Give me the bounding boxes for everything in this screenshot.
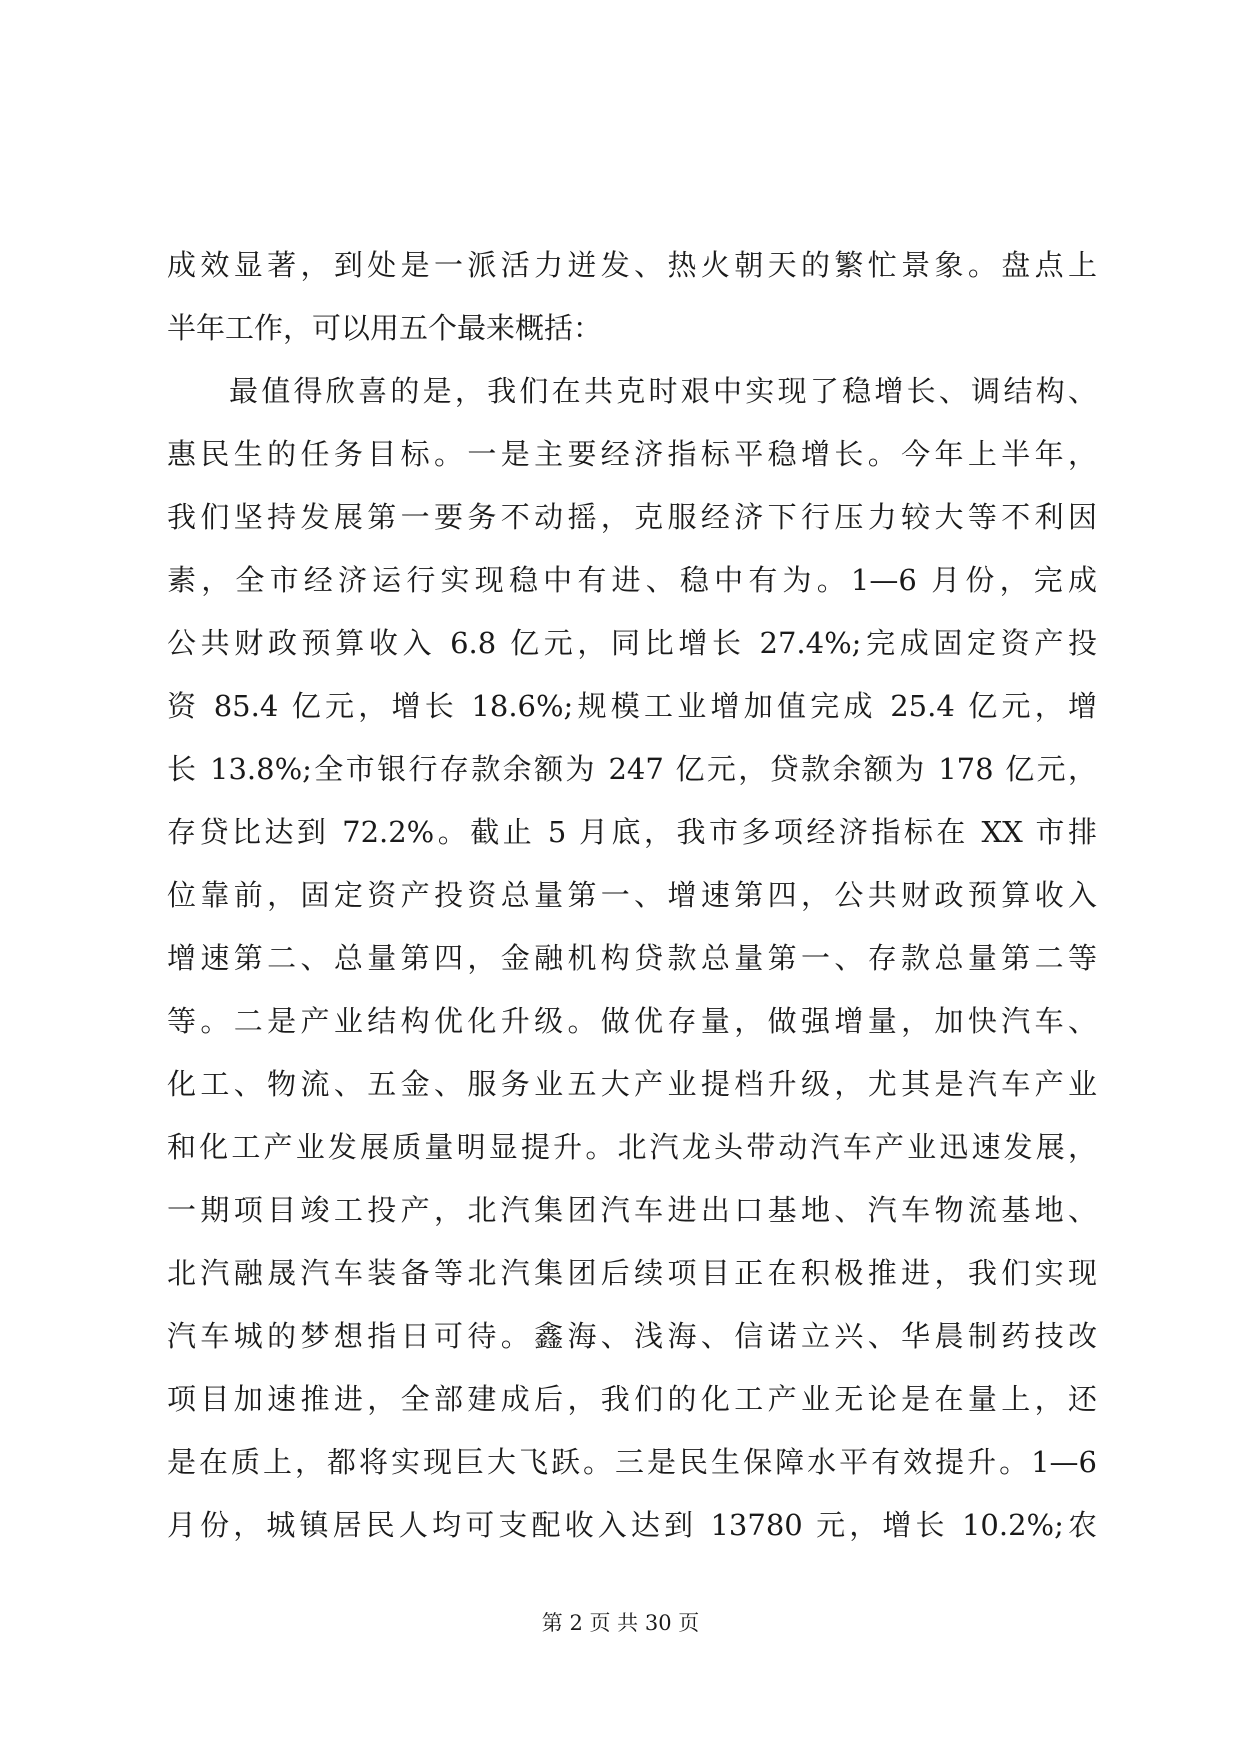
text-line: 项目加速推进，全部建成后，我们的化工产业无论是在量上，还 — [167, 1382, 1097, 1416]
text-line: 是在质上，都将实现巨大飞跃。三是民生保障水平有效提升。1—6 — [167, 1445, 1097, 1479]
text-line: 成效显著，到处是一派活力迸发、热火朝天的繁忙景象。盘点上 — [167, 248, 1097, 282]
text-line: 存贷比达到 72.2%。截止 5 月底，我市多项经济指标在 XX 市排 — [167, 815, 1097, 849]
text-line: 素，全市经济运行实现稳中有进、稳中有为。1—6 月份，完成 — [167, 563, 1097, 597]
text-line: 半年工作，可以用五个最来概括： — [167, 311, 603, 345]
text-line: 等。二是产业结构优化升级。做优存量，做强增量，加快汽车、 — [167, 1004, 1097, 1038]
text-line: 化工、物流、五金、服务业五大产业提档升级，尤其是汽车产业 — [167, 1067, 1097, 1101]
text-line: 一期项目竣工投产，北汽集团汽车进出口基地、汽车物流基地、 — [167, 1193, 1097, 1227]
page-number: 第 2 页 共 30 页 — [541, 1611, 700, 1635]
text-line: 最值得欣喜的是，我们在共克时艰中实现了稳增长、调结构、 — [229, 374, 1097, 408]
text-line: 位靠前，固定资产投资总量第一、增速第四，公共财政预算收入 — [167, 878, 1097, 912]
text-line: 汽车城的梦想指日可待。鑫海、浅海、信诺立兴、华晨制药技改 — [167, 1319, 1097, 1353]
text-line: 和化工产业发展质量明显提升。北汽龙头带动汽车产业迅速发展， — [167, 1130, 1097, 1164]
body-text — [167, 234, 1097, 1557]
text-line: 北汽融晟汽车装备等北汽集团后续项目正在积极推进，我们实现 — [167, 1256, 1097, 1290]
text-line: 我们坚持发展第一要务不动摇，克服经济下行压力较大等不利因 — [167, 500, 1097, 534]
text-line: 长 13.8%;全市银行存款余额为 247 亿元，贷款余额为 178 亿元， — [167, 752, 1097, 786]
text-line: 资 85.4 亿元，增长 18.6%;规模工业增加值完成 25.4 亿元，增 — [167, 689, 1097, 723]
text-line: 公共财政预算收入 6.8 亿元，同比增长 27.4%;完成固定资产投 — [167, 626, 1098, 660]
text-line: 增速第二、总量第四，金融机构贷款总量第一、存款总量第二等 — [167, 941, 1097, 975]
text-line: 月份，城镇居民人均可支配收入达到 13780 元，增长 10.2%;农 — [167, 1508, 1097, 1542]
text-line: 惠民生的任务目标。一是主要经济指标平稳增长。今年上半年， — [167, 437, 1097, 471]
page-footer — [0, 1608, 1241, 1638]
